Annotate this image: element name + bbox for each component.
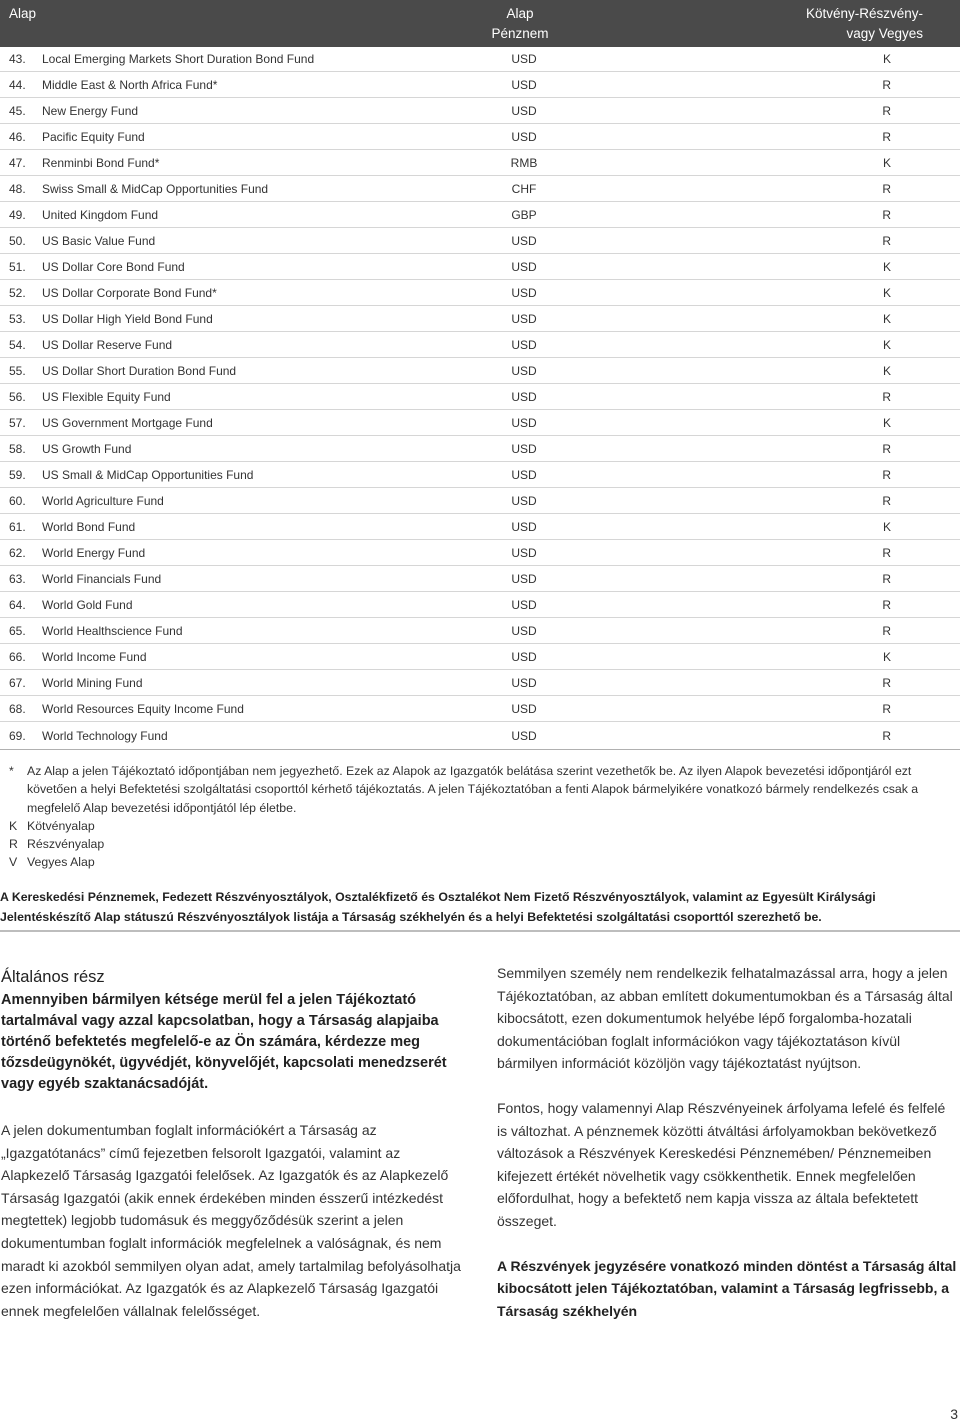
fund-cell [0, 436, 420, 462]
fund-name: World Resources Equity Income Fund [42, 701, 244, 716]
table-row [0, 280, 960, 306]
type-cell: R [620, 462, 960, 488]
fund-cell [0, 47, 420, 72]
legend-k-text: Kötvényalap [27, 818, 95, 833]
type-cell: R [620, 228, 960, 254]
fund-name: US Small & MidCap Opportunities Fund [42, 467, 254, 482]
footnote-star-text: Az Alap a jelen Tájékoztató időpontjában nem jegyezhető. Ezek az Alapok az Igazgatók belátása szerint vezethetők be. Az ilyen Alapok bevezetési időpontjáról ezt követően a helyi Befektetési szolgáltatási csoporttól kérhető tájékoztatás. A jelen Tájékoztatóban a fenti Alapok bármelyikére vonatkozó bármely rendelkezés csak a megfelelő Alap bevezetési időpontjától lép életbe. [27, 764, 919, 815]
header-currency-line1: Alap [506, 6, 534, 21]
fund-number: 44. [9, 77, 26, 92]
section-divider [0, 930, 960, 932]
table-row [0, 384, 960, 410]
type-cell: R [620, 384, 960, 410]
fund-number: 56. [9, 389, 26, 404]
currency-cell: USD [420, 696, 620, 722]
fund-number: 48. [9, 181, 26, 196]
currency-cell: USD [420, 462, 620, 488]
fund-name: Swiss Small & MidCap Opportunities Fund [42, 181, 269, 196]
fund-cell [0, 488, 420, 514]
responsibility-paragraph: A jelen dokumentumban foglalt információkért a Társaság az „Igazgatótanács” című fejezetben felsorolt Igazgatói, valamint az Alapkezelő Társaság Igazgatói felelősek. Az Igazgatók és az Alapkezelő Társaság Igazgatói (akik ennek érdekében minden ésszerű intézkedést megtettek) legjobb tudomásuk és meggyőződésük szerint a jelen dokumentumban foglalt információk megfelelnek a valóságnak, és nem maradt ki azokból semmilyen olyan adat, amely tartalmilag befolyásolhatja ezen információkat. Az Igazgatók és az Alapkezelő Társaság Igazgatói ennek megfelelően vállalnak felelősséget. [1, 1122, 461, 1319]
type-cell: K [620, 332, 960, 358]
type-cell: R [620, 488, 960, 514]
fund-name: World Agriculture Fund [42, 493, 164, 508]
fund-cell [0, 306, 420, 332]
type-cell: K [620, 306, 960, 332]
legend-v [9, 853, 939, 871]
footnotes [9, 762, 939, 872]
fund-name: Pacific Equity Fund [42, 129, 145, 144]
type-cell: K [620, 644, 960, 670]
legend-v-text: Vegyes Alap [27, 855, 95, 870]
legend-k [9, 817, 939, 835]
currency-cell: USD [420, 72, 620, 98]
currency-cell: CHF [420, 176, 620, 202]
table-row [0, 566, 960, 592]
currency-cell: USD [420, 306, 620, 332]
table-row [0, 462, 960, 488]
table-row [0, 644, 960, 670]
table-row [0, 98, 960, 124]
fund-cell [0, 384, 420, 410]
currency-cell: USD [420, 592, 620, 618]
fund-name: World Financials Fund [42, 571, 162, 586]
type-cell: K [620, 280, 960, 306]
table-row [0, 696, 960, 722]
fund-number: 43. [9, 52, 26, 66]
lead-paragraph: Amennyiben bármilyen kétsége merül fel a jelen Tájékoztató tartalmával vagy azzal kapcsolatban, hogy a Társaság alapjaiba történő befektetés megfelelő-e az Ön számára, kérdezze meg tőzsdeügynökét, ügyvédjét, könyvelőjét, kapcsolati menedzserét vagy egyéb szaktanácsadóját. [1, 992, 447, 1092]
section-title: Általános rész [1, 968, 105, 986]
currency-cell: USD [420, 358, 620, 384]
type-cell: R [620, 124, 960, 150]
fund-cell [0, 176, 420, 202]
currency-cell: GBP [420, 202, 620, 228]
fund-cell [0, 618, 420, 644]
page-number: 3 [950, 1406, 958, 1422]
fund-number: 58. [9, 441, 26, 456]
fund-name: World Healthscience Fund [42, 623, 183, 638]
table-row [0, 306, 960, 332]
fund-cell [0, 410, 420, 436]
fund-name: US Dollar Core Bond Fund [42, 259, 185, 274]
fund-number: 68. [9, 701, 26, 716]
fund-name: World Income Fund [42, 649, 147, 664]
currency-cell: USD [420, 280, 620, 306]
fund-cell [0, 514, 420, 540]
fund-name: United Kingdom Fund [42, 207, 159, 222]
fund-number: 54. [9, 337, 26, 352]
type-cell: R [620, 592, 960, 618]
fund-number: 55. [9, 363, 26, 378]
type-cell: R [620, 436, 960, 462]
fund-number: 50. [9, 233, 26, 248]
fund-number: 60. [9, 493, 26, 508]
type-cell: R [620, 696, 960, 722]
type-cell: K [620, 514, 960, 540]
fund-cell [0, 358, 420, 384]
fund-cell [0, 254, 420, 280]
legend-r [9, 835, 939, 853]
type-cell: K [620, 254, 960, 280]
fund-name: World Bond Fund [42, 519, 136, 534]
currency-cell: USD [420, 332, 620, 358]
share-class-note: A Kereskedési Pénznemek, Fedezett Részvényosztályok, Osztalékfizető és Osztalékot Nem Fizető Részvényosztályok, valamint az Egyesült Királysági Jelentéskészítő Alap státuszú Részvényosztályok listája a Társaság székhelyén és a helyi Befektetési szolgáltatási csoporttól szerezhető be. [0, 890, 876, 924]
fund-number: 57. [9, 415, 26, 430]
currency-cell: USD [420, 566, 620, 592]
fund-name: US Government Mortgage Fund [42, 415, 213, 430]
fund-cell [0, 696, 420, 722]
type-cell: R [620, 202, 960, 228]
legend-v-mark: V [9, 855, 18, 870]
fund-cell [0, 228, 420, 254]
currency-cell: USD [420, 488, 620, 514]
currency-cell: USD [420, 670, 620, 696]
table-row [0, 358, 960, 384]
currency-cell: USD [420, 618, 620, 644]
fund-cell [0, 592, 420, 618]
fund-number: 62. [9, 545, 26, 560]
authorization-paragraph: Semmilyen személy nem rendelkezik felhatalmazással arra, hogy a jelen Tájékoztatóban, az abban említett dokumentumokban és a Társaság által kibocsátott, ezen dokumentumok helyébe lépő forgalomba-hozatali dokumentációban foglalt információkon vagy tájékoztatáson kívül bármilyen információt közöljön vagy tájékoztatást nyújtson. [497, 965, 953, 1072]
fund-name: New Energy Fund [42, 103, 139, 118]
fund-number: 61. [9, 519, 26, 534]
table-row [0, 150, 960, 176]
fund-cell [0, 462, 420, 488]
fund-name: Renminbi Bond Fund* [42, 155, 160, 170]
currency-cell: USD [420, 124, 620, 150]
footnote-star-mark: * [9, 764, 14, 778]
type-cell: R [620, 540, 960, 566]
fund-number: 59. [9, 467, 26, 482]
table-row [0, 332, 960, 358]
price-risk-paragraph: Fontos, hogy valamennyi Alap Részvényeinek árfolyama lefelé és felfelé is változhat. A pénznemek közötti átváltási árfolyamokban bekövetkező változások a Részvények Kereskedési Pénznemében/ Pénznemeiben kifejezett értékét növelhetik vagy csökkenthetik. Ennek megfelelően előfordulhat, hogy a befektető nem kapja vissza az általa befektetett összeget. [497, 1099, 946, 1229]
type-cell: K [620, 150, 960, 176]
table-row [0, 47, 960, 72]
fund-number: 66. [9, 649, 26, 664]
fund-cell [0, 98, 420, 124]
fund-name: US Basic Value Fund [42, 233, 156, 248]
fund-number: 49. [9, 207, 26, 222]
fund-number: 52. [9, 285, 26, 300]
type-cell: K [620, 47, 960, 72]
currency-cell: USD [420, 228, 620, 254]
type-cell: R [620, 566, 960, 592]
table-row [0, 670, 960, 696]
fund-cell [0, 332, 420, 358]
currency-cell: RMB [420, 150, 620, 176]
fund-number: 67. [9, 675, 26, 690]
fund-cell [0, 670, 420, 696]
currency-cell: USD [420, 722, 620, 750]
fund-number: 65. [9, 623, 26, 638]
table-row [0, 202, 960, 228]
table-row [0, 254, 960, 280]
type-cell: R [620, 98, 960, 124]
fund-number: 45. [9, 103, 26, 118]
header-type-line2: vagy Vegyes [846, 26, 923, 41]
fund-number: 53. [9, 311, 26, 326]
fund-name: US Dollar High Yield Bond Fund [42, 311, 213, 326]
fund-number: 46. [9, 129, 26, 144]
fund-name: Local Emerging Markets Short Duration Bond Fund [42, 52, 315, 66]
left-column [1, 962, 471, 1344]
type-cell: R [620, 72, 960, 98]
fund-number: 47. [9, 155, 26, 170]
fund-cell [0, 566, 420, 592]
fund-name: US Dollar Short Duration Bond Fund [42, 363, 237, 378]
currency-cell: USD [420, 98, 620, 124]
currency-cell: USD [420, 436, 620, 462]
fund-name: World Mining Fund [42, 675, 143, 690]
fund-name: World Technology Fund [42, 728, 168, 743]
fund-cell [0, 540, 420, 566]
table-row [0, 124, 960, 150]
legend-r-text: Részvényalap [27, 837, 105, 852]
legend-k-mark: K [9, 818, 18, 833]
fund-cell [0, 150, 420, 176]
legend-r-mark: R [9, 837, 18, 852]
currency-cell: USD [420, 514, 620, 540]
fund-name: World Gold Fund [42, 597, 133, 612]
currency-cell: USD [420, 384, 620, 410]
type-cell: R [620, 618, 960, 644]
footnote-star [9, 762, 939, 817]
table-row [0, 722, 960, 750]
fund-number: 63. [9, 571, 26, 586]
table-row [0, 176, 960, 202]
table-row [0, 540, 960, 566]
fund-number: 64. [9, 597, 26, 612]
table-header-row [0, 0, 960, 47]
fund-name: US Dollar Corporate Bond Fund* [42, 285, 217, 300]
type-cell: R [620, 176, 960, 202]
fund-cell [0, 722, 420, 750]
table-row [0, 228, 960, 254]
header-type-line1: Kötvény-Részvény- [805, 6, 923, 21]
fund-name: Middle East & North Africa Fund* [42, 77, 218, 92]
type-cell: R [620, 722, 960, 750]
fund-number: 51. [9, 259, 26, 274]
fund-cell [0, 72, 420, 98]
fund-cell [0, 202, 420, 228]
currency-cell: USD [420, 410, 620, 436]
type-cell: K [620, 358, 960, 384]
fund-name: US Flexible Equity Fund [42, 389, 171, 404]
table-row [0, 514, 960, 540]
table-row [0, 72, 960, 98]
currency-cell: USD [420, 540, 620, 566]
fund-cell [0, 644, 420, 670]
type-cell: K [620, 410, 960, 436]
currency-cell: USD [420, 254, 620, 280]
header-type [620, 0, 960, 47]
subscription-paragraph: A Részvények jegyzésére vonatkozó minden döntést a Társaság által kibocsátott jelen Tájékoztatóban, valamint a Társaság legfrissebb, a Társaság székhelyén [497, 1257, 957, 1319]
fund-cell [0, 280, 420, 306]
fund-name: US Growth Fund [42, 441, 132, 456]
currency-cell: USD [420, 47, 620, 72]
right-column [497, 962, 959, 1322]
header-fund: Alap [0, 0, 420, 47]
header-currency [420, 0, 620, 47]
table-row [0, 410, 960, 436]
header-currency-line2: Pénznem [491, 26, 549, 41]
table-body [0, 47, 960, 750]
currency-cell: USD [420, 644, 620, 670]
table-row [0, 592, 960, 618]
fund-cell [0, 124, 420, 150]
fund-name: World Energy Fund [42, 545, 146, 560]
type-cell: R [620, 670, 960, 696]
fund-name: US Dollar Reserve Fund [42, 337, 173, 352]
table-row [0, 618, 960, 644]
fund-number: 69. [9, 728, 26, 743]
table-row [0, 488, 960, 514]
table-row [0, 436, 960, 462]
